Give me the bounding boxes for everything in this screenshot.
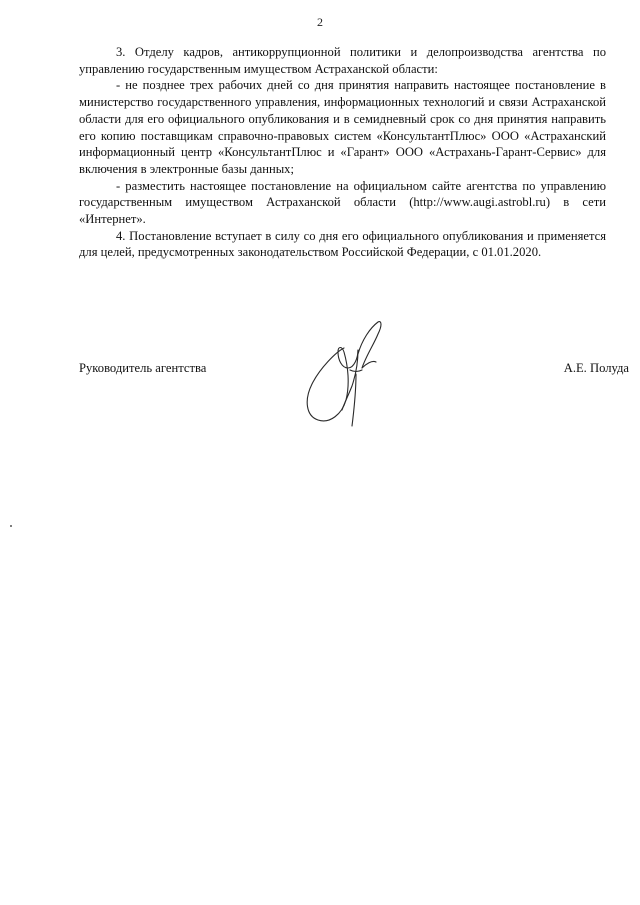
page-number: 2 <box>317 15 323 29</box>
handwritten-signature <box>292 318 392 428</box>
document-body <box>79 44 606 261</box>
signatory-position: Руководитель агентства <box>79 361 207 375</box>
scan-speck <box>10 525 12 527</box>
paragraph-website-instruction: - разместить настоящее постановление на официальном сайте агентства по управлению государственным имуществом Астраханской области (http://www.augi.astrobl.ru) в сети «Интернет». <box>79 178 606 227</box>
paragraph-item-4: 4. Постановление вступает в силу со дня его официального опубликования и применяется для целей, предусмотренных законодательством Российской Федерации, с 01.01.2020. <box>79 228 606 260</box>
paragraph-publication-instruction: - не позднее трех рабочих дней со дня принятия направить настоящее постановление в министерство государственного управления, информационных технологий и связи Астраханской области для его официального опубликования и в семидневный срок со дня принятия направить его копию поставщикам справочно-правовых систем «КонсультантПлюс» ООО «Астраханский информационный центр «КонсультантПлюс и «Гарант» ООО «Астрахань-Гарант-Сервис» для включения в электронные базы данных; <box>79 78 606 176</box>
paragraph-item-3: 3. Отделу кадров, антикоррупционной политики и делопроизводства агентства по управлению государственным имуществом Астраханской области: <box>79 45 606 76</box>
signatory-name: А.Е. Полуда <box>563 361 629 375</box>
